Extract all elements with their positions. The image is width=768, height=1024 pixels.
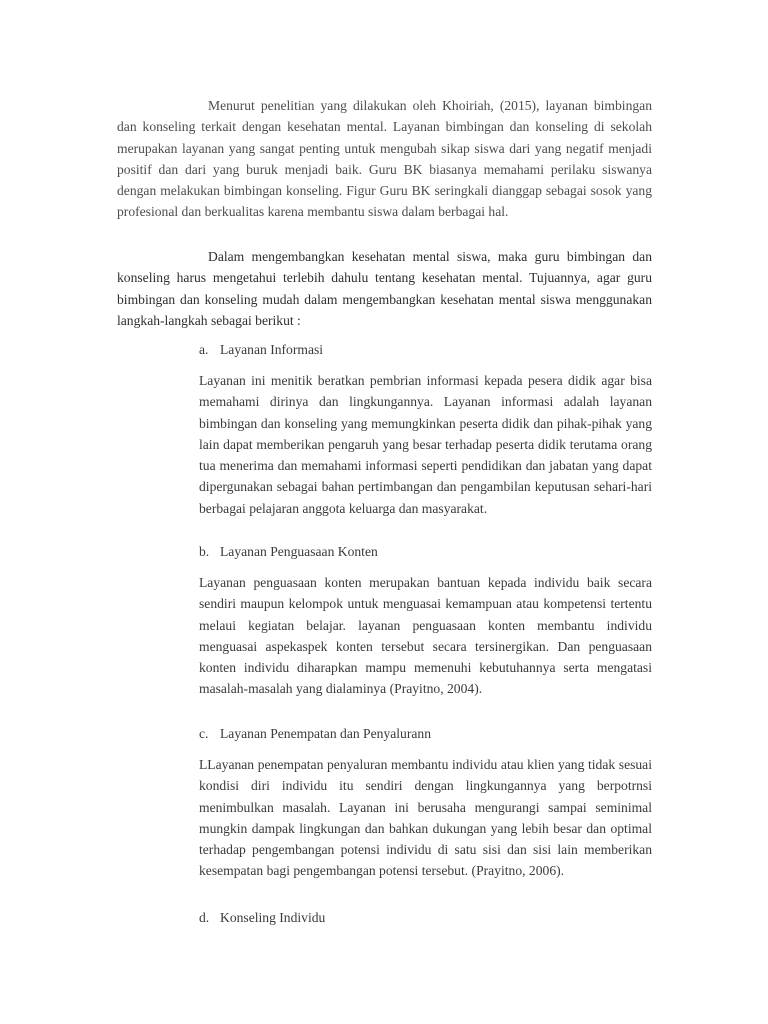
list-item-layanan-informasi <box>199 339 652 519</box>
list-item-body: Layanan penguasaan konten merupakan bantuan kepada individu baik secara sendiri maupun kelompok untuk menguasai kemampuan atau kompetensi tertentu melaui kegiatan belajar. layanan penguasaan konten membantu individu menguasai aspekaspek konten tersebut secara tersinergikan. Dan penguasaan konten individu diharapkan mampu memenuhi kebutuhannya serta mengatasi masalah-masalah yang dialaminya (Prayitno, 2004). <box>199 575 652 697</box>
list-item-body: LLayanan penempatan penyaluran membantu individu atau klien yang tidak sesuai kondisi diri individu itu sendiri dengan lingkungannya yang berpotrnsi menimbulkan masalah. Layanan ini berusaha mengurangi sampai seminimal mungkin dampak lingkungan dan bahkan dukungan yang lebih besar dan optimal terhadap pengembangan potensi individu di satu sisi dan sisi lain memberikan kesempatan bagi pengembangan potensi tersebut. (Prayitno, 2006). <box>199 757 652 879</box>
list-heading-text: Layanan Informasi <box>220 342 324 357</box>
list-item-heading <box>199 541 652 562</box>
list-item-layanan-penguasaan-konten <box>199 541 652 700</box>
list-marker: d. <box>199 910 210 925</box>
list-marker: c. <box>199 726 209 741</box>
paragraph-steps-intro: Dalam mengembangkan kesehatan mental siswa, maka guru bimbingan dan konseling harus mengetahui terlebih dahulu tentang kesehatan mental. Tujuannya, agar guru bimbingan dan konseling mudah dalam mengembangkan kesehatan mental siswa menggunakan langkah-langkah sebagai berikut : <box>117 249 652 328</box>
list-item-heading <box>199 723 652 744</box>
list-heading-text: Layanan Penempatan dan Penyalurann <box>220 726 432 741</box>
list-item-heading <box>199 907 652 928</box>
list-item-layanan-penempatan <box>199 723 652 882</box>
list-marker: a. <box>199 342 209 357</box>
list-item-heading <box>199 339 652 360</box>
list-item-body: Layanan ini menitik beratkan pembrian informasi kepada pesera didik agar bisa memahami dirinya dan lingkungannya. Layanan informasi adalah layanan bimbingan dan konseling yang memungkinkan peserta didik dan pihak-pihak yang lain dapat memberikan pengaruh yang besar terhadap peserta didik terutama orang tua menerima dan memahami informasi seperti pendidikan dan jabatan yang dapat dipergunakan sebagai bahan pertimbangan dan pengambilan keputusan sehari-hari berbagai pelajaran anggota keluarga dan masyarakat. <box>199 373 652 516</box>
list-heading-text: Layanan Penguasaan Konten <box>220 544 378 559</box>
list-item-konseling-individu <box>199 907 652 928</box>
list-heading-text: Konseling Individu <box>220 910 326 925</box>
list-marker: b. <box>199 544 210 559</box>
paragraph-intro: Menurut penelitian yang dilakukan oleh Khoiriah, (2015), layanan bimbingan dan konseling terkait dengan kesehatan mental. Layanan bimbingan dan konseling di sekolah merupakan layanan yang sangat penting untuk mengubah sikap siswa dari yang negatif menjadi positif dan dari yang buruk menjadi baik. Guru BK biasanya memahami perilaku siswanya dengan melakukan bimbingan konseling. Figur Guru BK seringkali dianggap sebagai sosok yang profesional dan berkualitas karena membantu siswa dalam berbagai hal. <box>117 98 652 220</box>
